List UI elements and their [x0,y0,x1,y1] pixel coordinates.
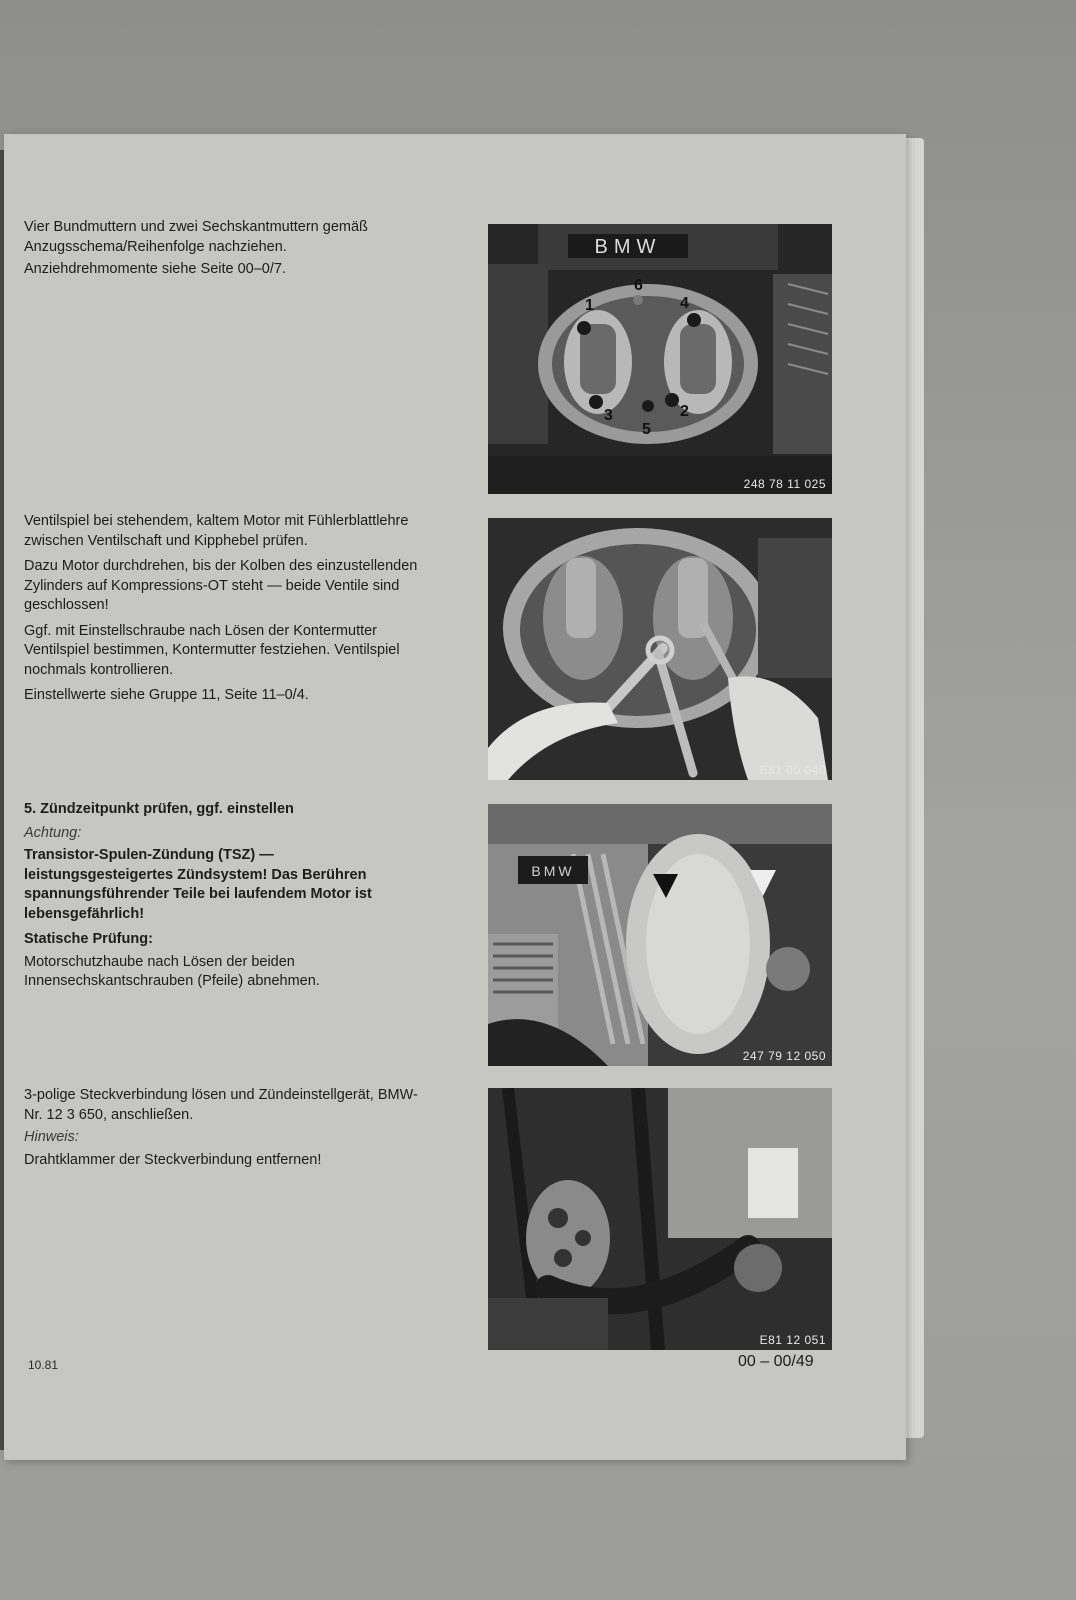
callout-1: 1 [585,297,594,314]
section-valve-clearance [24,512,424,712]
photo-code-4: E81 12 051 [759,1333,826,1347]
ignition-heading: 5. Zündzeitpunkt prüfen, ggf. einstellen [24,801,294,817]
tsz-warning: Transistor-Spulen-Zündung (TSZ) — leistungsgesteigertes Zündsystem! Das Berühren spannungsführender Teile bei laufendem Motor ist lebensgefährlich! [24,847,372,922]
photo-code-2: E81 00 040 [759,763,826,777]
valve-adjustment-image [488,518,832,780]
valve-clearance-adjust: Ggf. mit Einstellschraube nach Lösen der Kontermutter Ventilspiel bestimmen, Kontermutter festziehen. Ventilspiel nochmals kontrollieren. [24,622,400,678]
callout-3: 3 [604,407,613,424]
page-number: 00 – 00/49 [738,1353,814,1370]
attention-label: Achtung: [24,824,82,841]
valve-clearance-rotate: Dazu Motor durchdrehen, bis der Kolben des einzustellenden Zylinders auf Kompressions-OT steht — beide Ventile sind geschlossen! [24,558,418,613]
static-test-body: Motorschutzhaube nach Lösen der beiden Innensechskantschrauben (Pfeile) abnehmen. [24,953,320,989]
photo-valve-adjustment [488,518,832,780]
callout-2: 2 [680,403,689,420]
photo-ignition-connector [488,1088,832,1350]
valve-clearance-intro: Ventilspiel bei stehendem, kaltem Motor mit Fühlerblattlehre zwischen Ventilschaft und Kipphebel prüfen. [24,513,409,549]
photo-engine-cover [488,804,832,1066]
section-tightening [24,218,424,286]
hint-label: Hinweis: [24,1129,79,1145]
photo-code-1: 248 78 11 025 [743,477,826,491]
tightening-instruction: Vier Bundmuttern und zwei Sechskantmuttern gemäß Anzugsschema/Reihenfolge nachziehen. [24,219,368,255]
static-test-heading: Statische Prüfung: [24,931,153,947]
cylinder-head-image [488,224,832,494]
callout-6: 6 [634,277,643,294]
bmw-logo-text: BMW [594,236,662,258]
photo-code-3: 247 79 12 050 [742,1049,826,1063]
connector-hint: Drahtklammer der Steckverbindung entfernen! [24,1151,322,1168]
section-ignition-timing [24,800,424,998]
callout-5: 5 [642,421,651,438]
print-date: 10.81 [28,1358,59,1372]
callout-4: 4 [680,295,689,312]
photo-cylinder-head [488,224,832,494]
connector-instruction: 3-polige Steckverbindung lösen und Zündeinstellgerät, BMW-Nr. 12 3 650, anschließen. [24,1087,418,1123]
manual-page [4,134,906,1460]
ignition-connector-image [488,1088,832,1350]
valve-clearance-values: Einstellwerte siehe Gruppe 11, Seite 11–0/4. [24,687,309,703]
torque-reference: Anziehdrehmomente siehe Seite 00–0/7. [24,261,286,277]
section-connector [24,1086,424,1176]
engine-cover-image [488,804,832,1066]
bmw-emblem-text: BMW [531,863,575,879]
